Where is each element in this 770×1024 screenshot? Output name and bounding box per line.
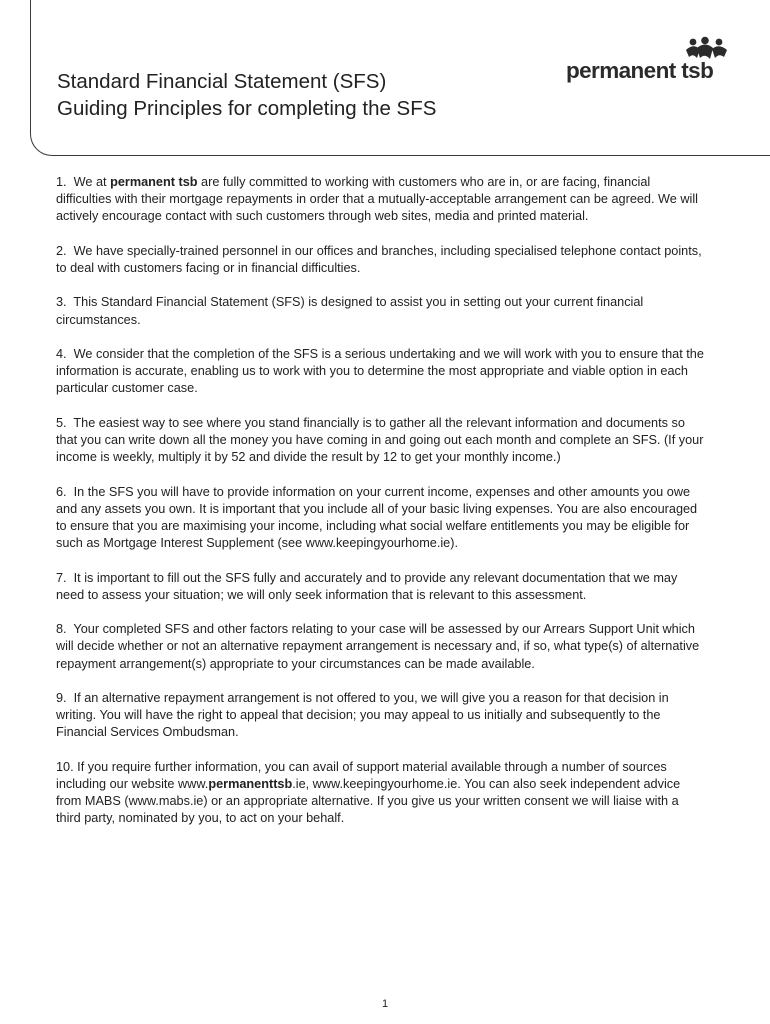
paragraph-number: 8. [56, 622, 67, 637]
paragraph-text: are fully committed to working with customers who are in, or are facing, financial difficulties with their mortgage repayments in order that a mutually-acceptable arrangement can be agreed. We will actively encourage contact with such customers through web sites, media and printed material. [56, 175, 698, 224]
paragraph-text: We have specially-trained personnel in our offices and branches, including specialised telephone contact points, to deal with customers facing or in financial difficulties. [56, 243, 702, 275]
principle-paragraph [56, 690, 706, 742]
title-line-1: Standard Financial Statement (SFS) [57, 70, 387, 93]
principles-list [56, 174, 706, 845]
paragraph-text: In the SFS you will have to provide information on your current income, expenses and other amounts you owe and any assets you own. It is important that you include all of your basic living expenses. You are also encouraged to ensure that you are maximising your income, including what social welfare entitlements you may be eligible for such as Mortgage Interest Supplement (see www.keepingyourhome.ie). [56, 484, 698, 551]
paragraph-text: If you require further information, you can avail of support material available through a number of sources including our website www. [56, 759, 667, 791]
page-number: 1 [381, 998, 389, 1010]
paragraph-number: 10. [56, 759, 74, 774]
paragraph-text: It is important to fill out the SFS fully and accurately and to provide any relevant documentation that we may need to assess your situation; we will only seek information that is relevant to this assessment. [56, 570, 678, 602]
principle-paragraph [56, 484, 706, 553]
principle-paragraph [56, 294, 706, 328]
paragraph-text: We at [73, 175, 111, 189]
principle-paragraph [56, 243, 706, 277]
page-title [57, 68, 436, 122]
title-line-2: Guiding Principles for completing the SFS [57, 97, 437, 120]
brand-name: permanent tsb [110, 175, 198, 189]
paragraph-text: Your completed SFS and other factors relating to your case will be assessed by our Arrears Support Unit which will decide whether or not an alternative repayment arrangement is necessary and, if so, what type(s) of alternative repayment arrangement(s) appropriate to your circumstances can be made available. [56, 622, 700, 671]
paragraph-number: 6. [56, 484, 67, 499]
paragraph-text: We consider that the completion of the SFS is a serious undertaking and we will work with you to ensure that the information is accurate, enabling us to work with you to determine the most appropriate and viable option in each particular customer case. [56, 346, 704, 396]
paragraph-number: 5. [56, 415, 67, 430]
logo-wordmark: permanent tsb [566, 58, 714, 83]
principle-paragraph [56, 570, 706, 604]
paragraph-text: The easiest way to see where you stand financially is to gather all the relevant information and documents so that you can write down all the money you have coming in and going out each month and complete an SFS. (If your income is weekly, multiply it by 52 and divide the result by 12 to get your monthly income.) [56, 415, 704, 465]
brand-logo [566, 36, 736, 92]
paragraph-text: .ie, www.keepingyourhome.ie. You can also seek independent advice from MABS (www.mabs.ie) or an appropriate alternative. If you give us your written consent we will liaise with a third party, nominated by you, to act on your behalf. [56, 776, 681, 826]
paragraph-number: 3. [56, 295, 67, 310]
paragraph-number: 9. [56, 690, 67, 705]
principle-paragraph [56, 621, 706, 673]
paragraph-number: 4. [56, 346, 67, 361]
principle-paragraph [56, 415, 706, 467]
principle-paragraph [56, 346, 706, 398]
brand-name: permanenttsb [208, 776, 293, 791]
paragraph-text: If an alternative repayment arrangement is not offered to you, we will give you a reason for that decision in writing. You will have the right to appeal that decision; you may appeal to us initially and subsequently to the Financial Services Ombudsman. [56, 690, 669, 740]
paragraph-text: This Standard Financial Statement (SFS) is designed to assist you in setting out your current financial circumstances. [56, 295, 644, 327]
paragraph-number: 2. [56, 243, 67, 258]
paragraph-number: 7. [56, 570, 67, 585]
paragraph-number: 1. [56, 175, 67, 189]
principle-paragraph [56, 759, 706, 828]
principle-paragraph [56, 174, 706, 226]
